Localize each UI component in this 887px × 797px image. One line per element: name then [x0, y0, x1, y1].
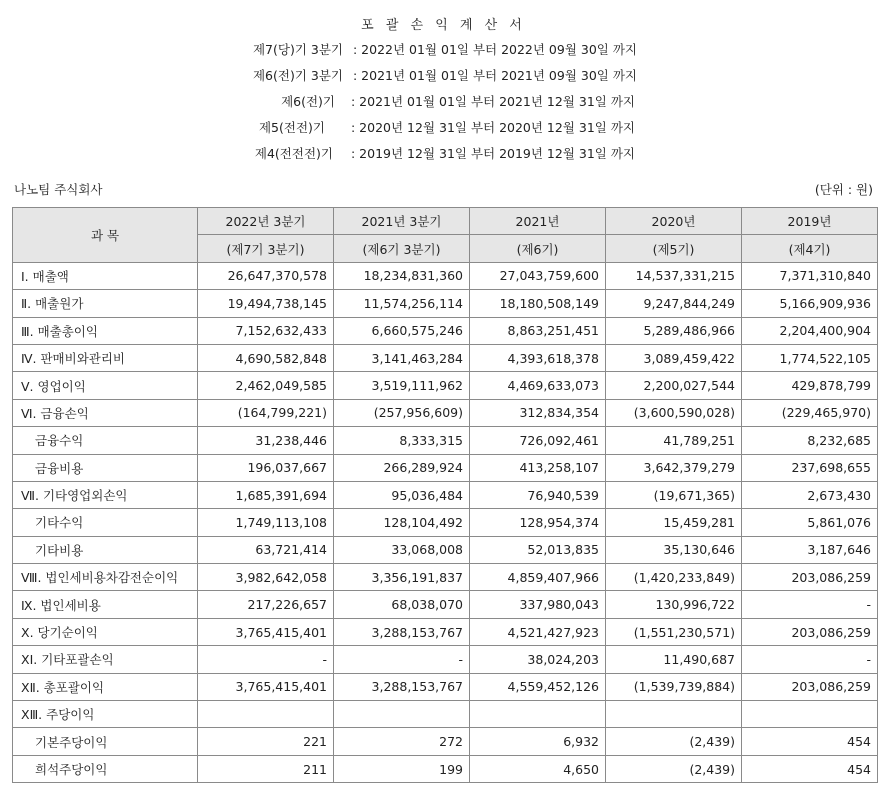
table-row [13, 564, 878, 591]
row-value-cell: (1,551,230,571) [606, 618, 742, 645]
period-label: 제7(당)기 3분기 [252, 42, 343, 57]
table-row [13, 509, 878, 536]
row-value-cell: 128,104,492 [334, 509, 470, 536]
row-value-cell: 3,519,111,962 [334, 372, 470, 399]
row-value-cell: 11,574,256,114 [334, 290, 470, 317]
row-value-cell: 266,289,924 [334, 454, 470, 481]
row-value-cell: 413,258,107 [470, 454, 606, 481]
column-term: (제7기 3분기) [198, 235, 334, 262]
row-item-label: 기타비용 [13, 536, 198, 563]
row-value-cell: 7,152,632,433 [198, 317, 334, 344]
income-statement-table [12, 207, 878, 783]
row-value-cell: 68,038,070 [334, 591, 470, 618]
row-value-cell: 203,086,259 [742, 618, 878, 645]
row-value-cell: (2,439) [606, 755, 742, 782]
row-value-cell: 429,878,799 [742, 372, 878, 399]
row-item-label: 기타수익 [13, 509, 198, 536]
row-value-cell: 1,774,522,105 [742, 344, 878, 371]
row-value-cell: 7,371,310,840 [742, 262, 878, 289]
row-value-cell: 31,238,446 [198, 427, 334, 454]
row-item-label: ⅩⅠ. 기타포괄손익 [13, 646, 198, 673]
period-range: : 2021년 01월 01일 부터 2021년 09월 30일 까지 [353, 68, 637, 83]
row-value-cell: 337,980,043 [470, 591, 606, 618]
item-header: 과 목 [13, 208, 198, 263]
row-value-cell: 4,690,582,848 [198, 344, 334, 371]
statement-title: 포 괄 손 익 계 산 서 [361, 18, 526, 33]
row-value-cell: 1,749,113,108 [198, 509, 334, 536]
column-year: 2021년 [470, 208, 606, 235]
column-term: (제5기) [606, 235, 742, 262]
period-range: : 2020년 12월 31일 부터 2020년 12월 31일 까지 [351, 120, 635, 135]
row-value-cell: 1,685,391,694 [198, 481, 334, 508]
period-label: 제6(전)기 3분기 [252, 68, 343, 83]
row-value-cell: (164,799,221) [198, 399, 334, 426]
row-value-cell: 6,660,575,246 [334, 317, 470, 344]
row-value-cell: 454 [742, 728, 878, 755]
row-item-label: 기본주당이익 [13, 728, 198, 755]
row-item-label: Ⅳ. 판매비와관리비 [13, 344, 198, 371]
row-value-cell: 18,180,508,149 [470, 290, 606, 317]
row-value-cell: - [334, 646, 470, 673]
row-value-cell: 726,092,461 [470, 427, 606, 454]
row-value-cell: 11,490,687 [606, 646, 742, 673]
unit-label: (단위 : 원) [814, 182, 873, 197]
row-value-cell: 2,204,400,904 [742, 317, 878, 344]
row-value-cell: 95,036,484 [334, 481, 470, 508]
row-value-cell: (2,439) [606, 728, 742, 755]
row-item-label: 금융비용 [13, 454, 198, 481]
row-item-label: ⅩⅢ. 주당이익 [13, 701, 198, 728]
row-value-cell: 4,559,452,126 [470, 673, 606, 700]
row-value-cell [198, 701, 334, 728]
period-range: : 2021년 01월 01일 부터 2021년 12월 31일 까지 [351, 94, 635, 109]
row-item-label: Ⅹ. 당기순이익 [13, 618, 198, 645]
table-row [13, 262, 878, 289]
table-row [13, 755, 878, 782]
row-value-cell [334, 701, 470, 728]
row-value-cell: 3,089,459,422 [606, 344, 742, 371]
row-value-cell: - [742, 591, 878, 618]
row-item-label: Ⅰ. 매출액 [13, 262, 198, 289]
row-value-cell: 128,954,374 [470, 509, 606, 536]
row-value-cell: 14,537,331,215 [606, 262, 742, 289]
row-value-cell: 199 [334, 755, 470, 782]
row-value-cell: 221 [198, 728, 334, 755]
row-value-cell: 41,789,251 [606, 427, 742, 454]
row-value-cell: 15,459,281 [606, 509, 742, 536]
row-value-cell: 63,721,414 [198, 536, 334, 563]
row-value-cell: 76,940,539 [470, 481, 606, 508]
row-value-cell: (229,465,970) [742, 399, 878, 426]
row-value-cell: 3,141,463,284 [334, 344, 470, 371]
column-term: (제4기) [742, 235, 878, 262]
table-body [13, 262, 878, 782]
period-label: 제4(전전전)기 [254, 146, 333, 161]
row-value-cell [606, 701, 742, 728]
row-value-cell: 35,130,646 [606, 536, 742, 563]
row-value-cell: 26,647,370,578 [198, 262, 334, 289]
table-row [13, 728, 878, 755]
row-value-cell: 130,996,722 [606, 591, 742, 618]
table-row [13, 344, 878, 371]
row-item-label: Ⅶ. 기타영업외손익 [13, 481, 198, 508]
row-value-cell: 2,200,027,544 [606, 372, 742, 399]
table-row [13, 673, 878, 700]
row-value-cell: 33,068,008 [334, 536, 470, 563]
period-row [0, 144, 887, 164]
row-item-label: ⅩⅡ. 총포괄이익 [13, 673, 198, 700]
row-value-cell: 3,765,415,401 [198, 673, 334, 700]
row-value-cell: 4,650 [470, 755, 606, 782]
row-value-cell: 217,226,657 [198, 591, 334, 618]
row-value-cell: 52,013,835 [470, 536, 606, 563]
row-value-cell: (257,956,609) [334, 399, 470, 426]
row-value-cell: 3,642,379,279 [606, 454, 742, 481]
row-value-cell: 19,494,738,145 [198, 290, 334, 317]
row-item-label: Ⅴ. 영업이익 [13, 372, 198, 399]
row-value-cell: 203,086,259 [742, 673, 878, 700]
column-year: 2020년 [606, 208, 742, 235]
column-year: 2022년 3분기 [198, 208, 334, 235]
table-row [13, 290, 878, 317]
row-value-cell: (1,539,739,884) [606, 673, 742, 700]
row-value-cell: 5,861,076 [742, 509, 878, 536]
row-value-cell: 4,469,633,073 [470, 372, 606, 399]
row-value-cell: 203,086,259 [742, 564, 878, 591]
row-value-cell: (3,600,590,028) [606, 399, 742, 426]
company-name: 나노팀 주식회사 [14, 182, 103, 197]
row-value-cell: 237,698,655 [742, 454, 878, 481]
table-row [13, 618, 878, 645]
column-term: (제6기 3분기) [334, 235, 470, 262]
table-row [13, 427, 878, 454]
column-term: (제6기) [470, 235, 606, 262]
row-value-cell: 211 [198, 755, 334, 782]
period-range: : 2019년 12월 31일 부터 2019년 12월 31일 까지 [351, 146, 635, 161]
table-row [13, 372, 878, 399]
row-value-cell: 6,932 [470, 728, 606, 755]
row-value-cell: 2,673,430 [742, 481, 878, 508]
table-row [13, 481, 878, 508]
row-value-cell: (19,671,365) [606, 481, 742, 508]
row-value-cell: 454 [742, 755, 878, 782]
row-value-cell: 27,043,759,600 [470, 262, 606, 289]
row-value-cell: 3,765,415,401 [198, 618, 334, 645]
row-item-label: Ⅸ. 법인세비용 [13, 591, 198, 618]
table-row [13, 591, 878, 618]
table-row [13, 646, 878, 673]
table-row [13, 454, 878, 481]
table-row [13, 399, 878, 426]
row-value-cell: 8,863,251,451 [470, 317, 606, 344]
row-value-cell: 4,393,618,378 [470, 344, 606, 371]
period-row [0, 40, 887, 60]
period-row [0, 66, 887, 86]
column-year: 2019년 [742, 208, 878, 235]
row-item-label: 희석주당이익 [13, 755, 198, 782]
header-row-years [13, 208, 878, 235]
row-value-cell: - [198, 646, 334, 673]
row-value-cell: 3,187,646 [742, 536, 878, 563]
row-value-cell: 4,521,427,923 [470, 618, 606, 645]
row-value-cell: 18,234,831,360 [334, 262, 470, 289]
row-value-cell: 3,288,153,767 [334, 673, 470, 700]
row-item-label: 금융수익 [13, 427, 198, 454]
row-value-cell: 5,166,909,936 [742, 290, 878, 317]
table-row [13, 536, 878, 563]
row-value-cell: 8,333,315 [334, 427, 470, 454]
period-label: 제6(전)기 [281, 94, 335, 109]
row-value-cell: 38,024,203 [470, 646, 606, 673]
row-value-cell: 3,356,191,837 [334, 564, 470, 591]
row-value-cell [742, 701, 878, 728]
row-value-cell: (1,420,233,849) [606, 564, 742, 591]
row-value-cell: 3,982,642,058 [198, 564, 334, 591]
row-item-label: Ⅷ. 법인세비용차감전순이익 [13, 564, 198, 591]
row-value-cell: 4,859,407,966 [470, 564, 606, 591]
row-value-cell: 5,289,486,966 [606, 317, 742, 344]
row-value-cell: 3,288,153,767 [334, 618, 470, 645]
period-row [0, 92, 887, 112]
row-item-label: Ⅱ. 매출원가 [13, 290, 198, 317]
row-item-label: Ⅵ. 금융손익 [13, 399, 198, 426]
row-item-label: Ⅲ. 매출총이익 [13, 317, 198, 344]
row-value-cell: - [742, 646, 878, 673]
row-value-cell: 196,037,667 [198, 454, 334, 481]
period-row [0, 118, 887, 138]
period-range: : 2022년 01월 01일 부터 2022년 09월 30일 까지 [353, 42, 637, 57]
column-year: 2021년 3분기 [334, 208, 470, 235]
row-value-cell: 2,462,049,585 [198, 372, 334, 399]
row-value-cell [470, 701, 606, 728]
row-value-cell: 312,834,354 [470, 399, 606, 426]
row-value-cell: 272 [334, 728, 470, 755]
table-row [13, 701, 878, 728]
period-label: 제5(전전)기 [258, 120, 325, 135]
row-value-cell: 8,232,685 [742, 427, 878, 454]
table-row [13, 317, 878, 344]
row-value-cell: 9,247,844,249 [606, 290, 742, 317]
